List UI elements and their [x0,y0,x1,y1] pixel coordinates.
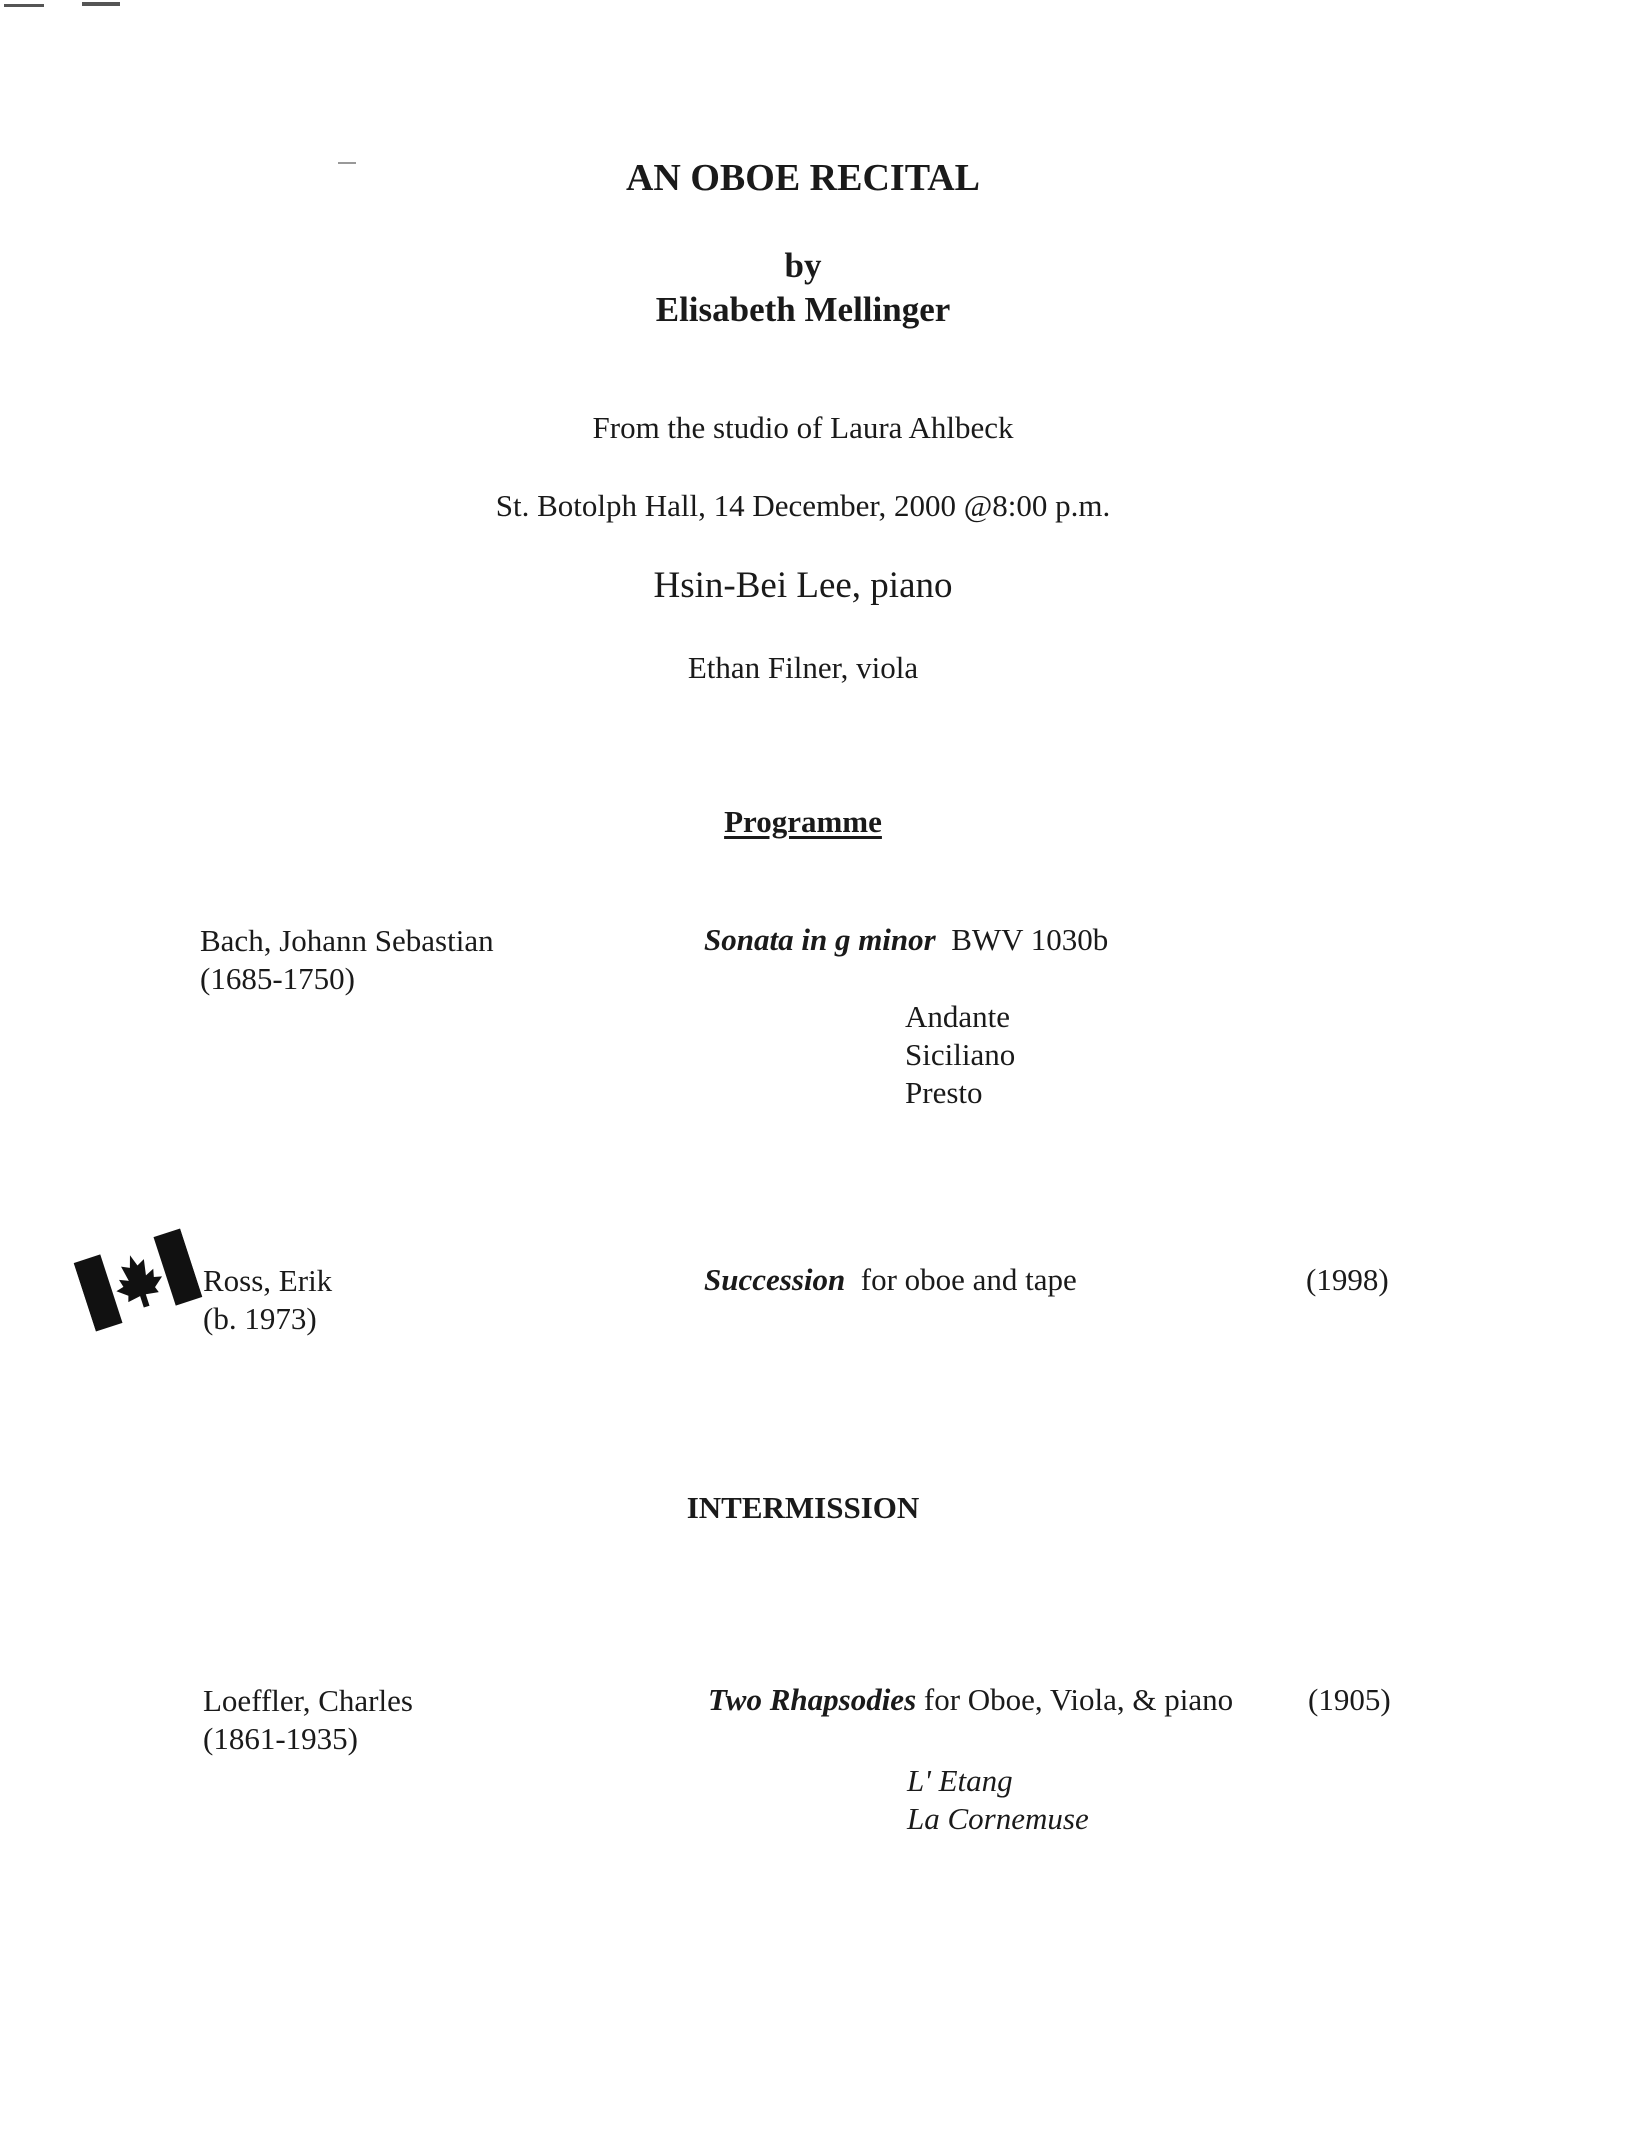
programme-heading: Programme [724,804,882,839]
violist-line: Ethan Filner, viola [687,650,919,685]
piece-1-movements [905,998,1015,1112]
piece-3-movements [907,1762,1089,1838]
piece-2-dates: (b. 1973) [203,1301,317,1336]
venue-line: St. Botolph Hall, 14 December, 2000 @8:00 p.m. [495,488,1111,523]
by-line: by [784,246,822,285]
recital-title: AN OBOE RECITAL [625,157,981,199]
piece-1-work-title: Sonata in g minor [704,922,936,957]
canadian-flag-icon [72,1223,204,1337]
scan-speck [338,162,356,164]
movement: Andante [905,999,1011,1034]
piece-2-year: (1998) [1306,1262,1389,1297]
movement: Siciliano [905,1037,1016,1072]
piece-1-work-detail: BWV 1030b [951,922,1109,957]
piece-2-work [704,1262,1077,1298]
piece-3-year: (1905) [1308,1682,1391,1717]
piece-3-composer: Loeffler, Charles [203,1683,413,1718]
piece-3-dates: (1861-1935) [203,1721,358,1756]
piece-2-composer-block [203,1262,332,1338]
scan-speck [82,2,120,6]
studio-line: From the studio of Laura Ahlbeck [592,410,1014,445]
pianist-line: Hsin-Bei Lee, piano [653,565,953,606]
movement: Presto [905,1075,983,1110]
movement: L' Etang [907,1763,1013,1798]
piece-3-work [708,1682,1233,1718]
piece-1-composer: Bach, Johann Sebastian [200,923,494,958]
piece-3-work-title: Two Rhapsodies [708,1682,917,1717]
piece-2-work-detail: for oboe and tape [860,1262,1077,1297]
scan-speck [4,4,44,7]
piece-2-work-title: Succession [704,1262,846,1297]
piece-2-composer: Ross, Erik [203,1263,333,1298]
piece-3-work-detail: for Oboe, Viola, & piano [923,1682,1234,1717]
piece-1-work [704,922,1108,958]
piece-1-dates: (1685-1750) [200,961,355,996]
piece-3-composer-block [203,1682,413,1758]
movement: La Cornemuse [907,1801,1089,1836]
performer-name: Elisabeth Mellinger [655,290,951,329]
intermission-heading: INTERMISSION [686,1490,920,1525]
piece-1-composer-block [200,922,494,998]
